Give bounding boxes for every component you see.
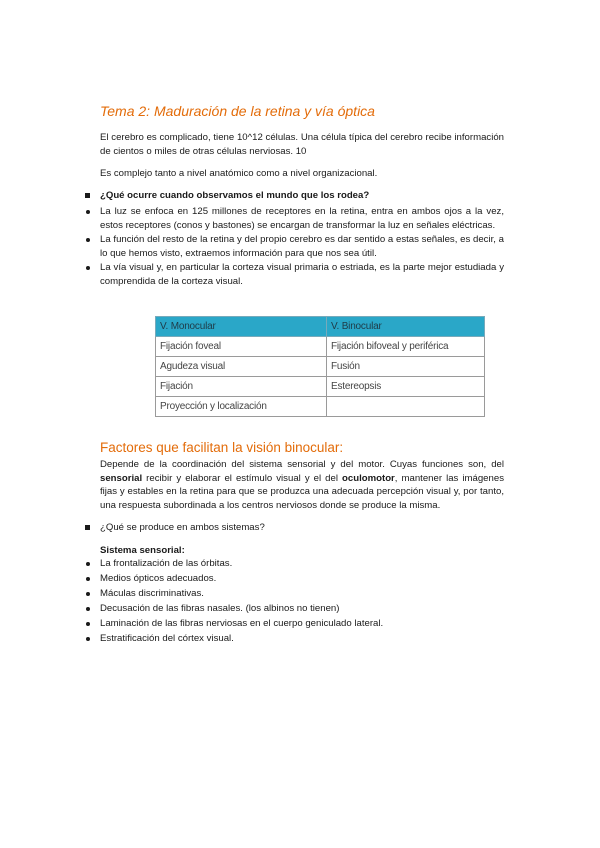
square-bullet-icon	[85, 193, 90, 198]
list-item: La frontalización de las órbitas.	[100, 557, 504, 571]
bullet-list-2	[100, 557, 504, 648]
table-header-binocular: V. Binocular	[327, 317, 485, 337]
list-item: Laminación de las fibras nerviosas en el cuerpo geniculado lateral.	[100, 617, 504, 631]
table-row	[156, 397, 485, 417]
vision-table	[155, 316, 485, 417]
list-item: La vía visual y, en particular la corteza visual primaria o estriada, es la parte mejor estudiada y comprendida de la corteza visual.	[100, 262, 504, 287]
table-row	[156, 357, 485, 377]
list-item: Máculas discriminativas.	[100, 587, 504, 601]
table-header-monocular: V. Monocular	[156, 317, 327, 337]
section-heading: Factores que facilitan la visión binocular:	[100, 440, 344, 455]
paragraph-text: , mantener las imágenes fijas y estables en la retina para que se produzca una adecuada percepción visual y, por tanto, una respuesta subordinada a los centros nerviosos donde se produce la misma.	[100, 472, 504, 511]
table-row	[156, 377, 485, 397]
table-cell: Agudeza visual	[156, 357, 327, 377]
bold-term-sensorial: sensorial	[100, 472, 143, 484]
table-cell: Proyección y localización	[156, 397, 327, 417]
table-header-row	[156, 317, 485, 337]
list-item: La función del resto de la retina y del propio cerebro es dar sentido a estas señales, es decir, a lo que hemos visto, extraemos información para que nos sea útil.	[100, 234, 504, 259]
question-heading-1: ¿Qué ocurre cuando observamos el mundo que los rodea?	[100, 190, 370, 201]
paragraph-text: Depende de la coordinación del sistema sensorial y del motor. Cuyas funciones son, del	[100, 459, 504, 470]
list-item: Estratificación del córtex visual.	[100, 632, 504, 646]
table-cell: Fijación foveal	[156, 337, 327, 357]
table-cell	[327, 397, 485, 417]
table-cell: Fijación	[156, 377, 327, 397]
intro-paragraph-2: Es complejo tanto a nivel anatómico como a nivel organizacional.	[100, 168, 378, 179]
list-item: Decusación de las fibras nasales. (los albinos no tienen)	[100, 602, 504, 616]
paragraph-text: recibir y elaborar el estímulo visual y el del	[142, 472, 343, 484]
subheading-sistema-sensorial: Sistema sensorial:	[100, 545, 185, 556]
square-bullet-icon	[85, 525, 90, 530]
bold-term-oculomotor: oculomotor	[342, 472, 395, 484]
table-row	[156, 337, 485, 357]
list-item: La luz se enfoca en 125 millones de receptores en la retina, entra en ambos ojos a la vez, estos receptores (conos y bastones) se encargan de transformar la luz en señales eléctricas.	[100, 206, 504, 231]
page-title: Tema 2: Maduración de la retina y vía óptica	[100, 103, 375, 119]
bullet-list-1	[100, 205, 504, 290]
intro-paragraph-1: El cerebro es complicado, tiene 10^12 células. Una célula típica del cerebro recibe información de cientos o miles de otras células nerviosas. 10	[100, 132, 504, 157]
list-item: Medios ópticos adecuados.	[100, 572, 504, 586]
question-heading-2: ¿Qué se produce en ambos sistemas?	[100, 522, 265, 533]
table-cell: Estereopsis	[327, 377, 485, 397]
section-paragraph	[100, 458, 504, 512]
table-cell: Fusión	[327, 357, 485, 377]
table-cell: Fijación bifoveal y periférica	[327, 337, 485, 357]
